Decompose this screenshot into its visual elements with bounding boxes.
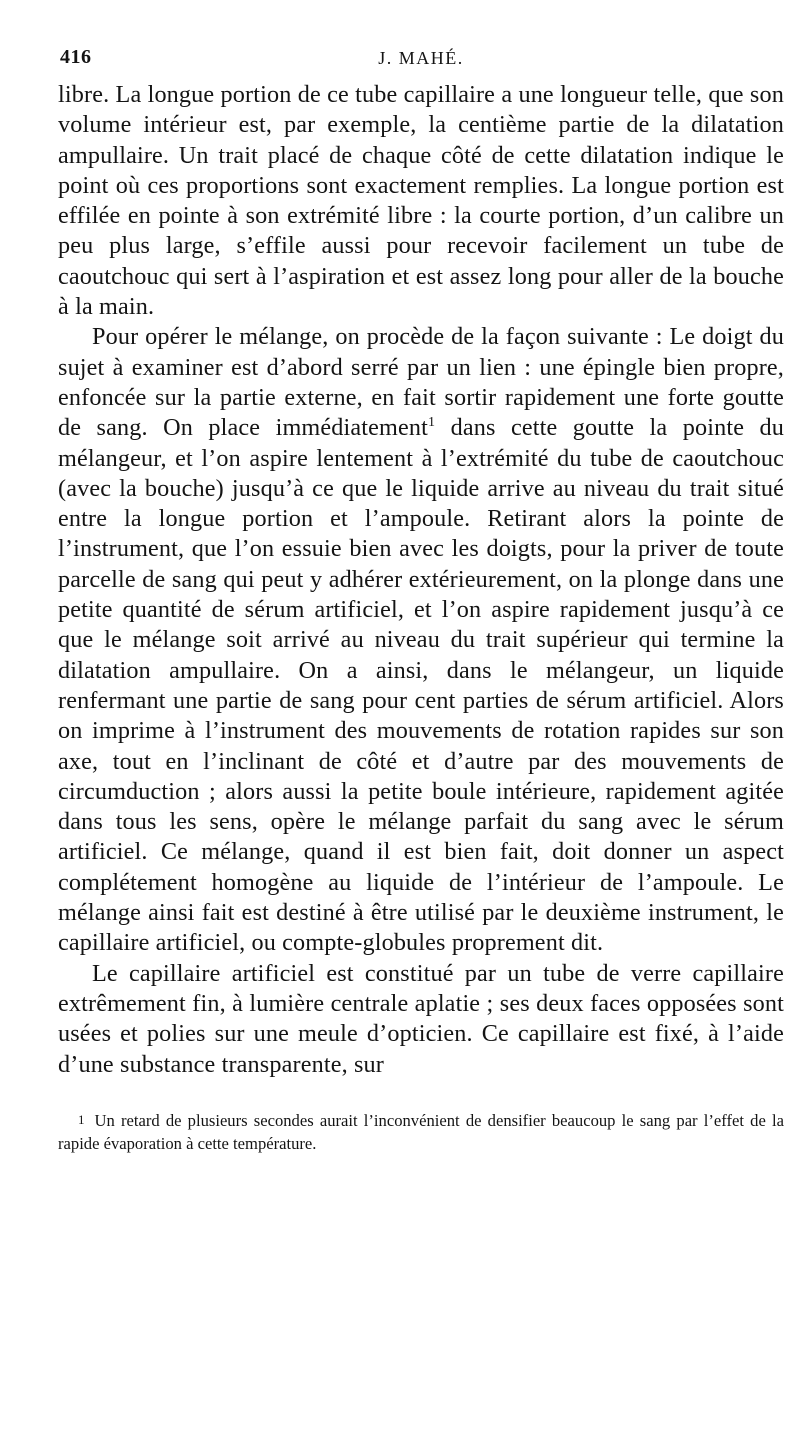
footnote-reference[interactable]: 1 — [428, 415, 436, 431]
body-text — [58, 80, 784, 1080]
footnote — [58, 1108, 784, 1155]
page — [58, 40, 784, 1155]
paragraph-2-part-a: Pour opérer le mélange, on procède de la façon suivante : Le doigt du sujet à examiner est d’abord serré par un lien : une épingle bien propre, enfoncée sur la partie externe, en fait sortir rapidement une forte goutte de sang. On place immédiatement — [58, 323, 784, 442]
paragraph-1: libre. La longue portion de ce tube capillaire a une longueur telle, que son volume intérieur est, par exemple, la centième partie de la dilatation ampullaire. Un trait placé de chaque côté de cette dilatation indique le point où ces proportions sont exactement remplies. La longue portion est effilée en pointe à son extrémité libre : la courte portion, d’un calibre un peu plus large, s’effile aussi pour recevoir facilement un tube de caoutchouc qui sert à l’aspiration et est assez long pour aller de la bouche à la main. — [58, 81, 784, 321]
running-title: J. MAHÉ. — [378, 48, 464, 68]
paragraph-3: Le capillaire artificiel est constitué par un tube de verre capillaire extrêmement fin, à lumière centrale aplatie ; ses deux faces opposées sont usées et polies sur une meule d’opticien. Ce capillaire est fixé, à l’aide d’une substance transparente, sur — [58, 959, 784, 1078]
paragraph-2 — [58, 322, 784, 958]
footnotes — [58, 1108, 784, 1155]
paragraph-2-part-b: dans cette goutte la pointe du mélangeur, et l’on aspire lentement à l’extrémité du tube de caoutchouc (avec la bouche) jusqu’à ce que le liquide arrive au niveau du trait situé entre la longue portion et l’ampoule. Retirant alors la pointe de l’instrument, que l’on essuie bien avec les doigts, pour la priver de toute parcelle de sang qui peut y adhérer extérieurement, on la plonge dans une petite quantité de sérum artificiel, et l’on aspire rapidement jusqu’à ce que le mélange soit arrivé au niveau du trait supérieur qui termine la dilatation ampullaire. On a ainsi, dans le mélangeur, un liquide renfermant une partie de sang pour cent parties de sérum artificiel. Alors on imprime à l’instrument des mouvements de rotation rapides sur son axe, tout en l’inclinant de côté et d’autre par des mouvements de circumduction ; alors aussi la petite boule intérieure, rapidement agitée dans tous les sens, opère le mélange parfait du sang avec le sérum artificiel. Ce mélange, quand il est bien fait, doit donner un aspect complétement homogène au liquide de l’intérieur de l’ampoule. Le mélange ainsi fait est destiné à être utilisé par le deuxième instrument, le capillaire artificiel, ou compte-globules proprement dit. — [58, 414, 784, 957]
footnote-text: Un retard de plusieurs secondes aurait l’inconvénient de densifier beaucoup le sang par l’effet de la rapide évaporation à cette température. — [58, 1110, 784, 1153]
footnote-mark: 1 — [78, 1111, 85, 1127]
running-head — [58, 40, 784, 80]
page-number: 416 — [60, 46, 92, 68]
